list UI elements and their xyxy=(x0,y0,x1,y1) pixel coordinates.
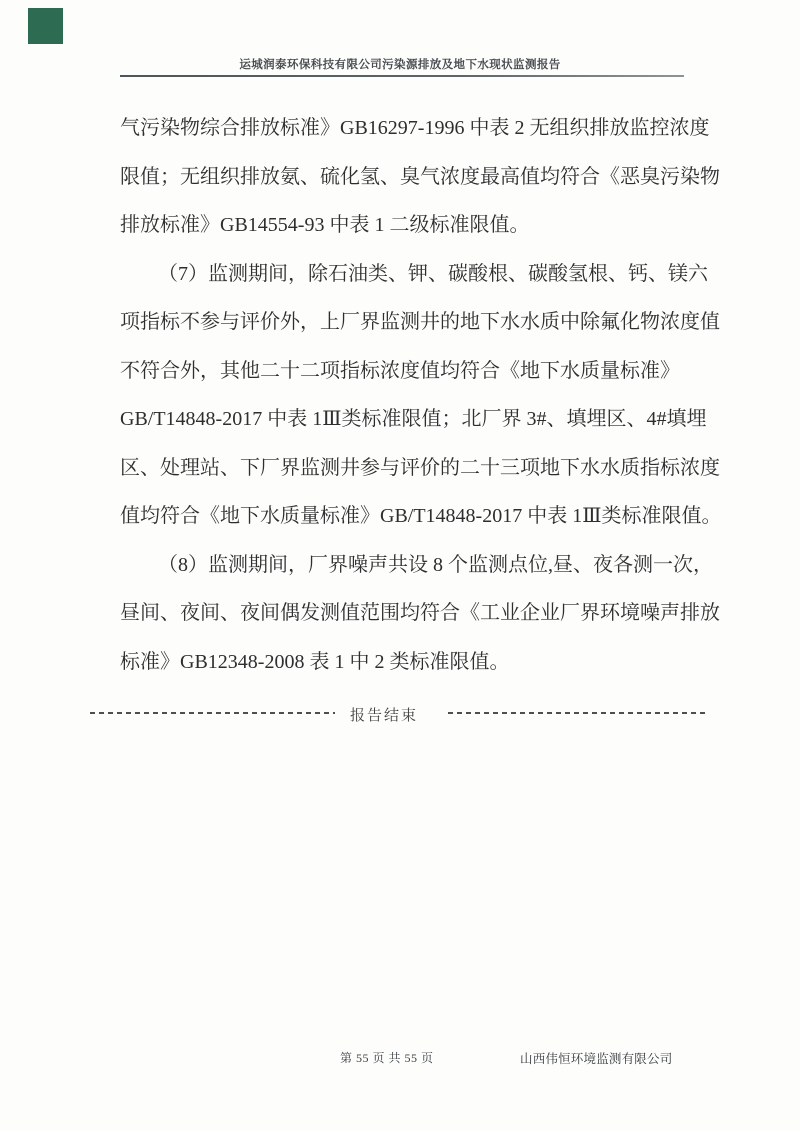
body-line: 值均符合《地下水质量标准》GB/T14848-2017 中表 1Ⅲ类标准限值。 xyxy=(120,505,722,527)
body-line: 排放标准》GB14554-93 中表 1 二级标准限值。 xyxy=(120,214,530,236)
report-body xyxy=(120,104,722,686)
footer-company-name: 山西伟恒环境监测有限公司 xyxy=(520,1052,673,1066)
end-divider-dash-right xyxy=(448,712,707,714)
body-line: （8）监测期间，厂界噪声共设 8 个监测点位,昼、夜各测一次， xyxy=(158,553,713,576)
body-line: GB/T14848-2017 中表 1Ⅲ类标准限值；北厂界 3#、填埋区、4#填埋 xyxy=(120,408,707,430)
body-line: 标准》GB12348-2008 表 1 中 2 类标准限值。 xyxy=(120,650,510,673)
body-line: 不符合外，其他二十二项指标浓度值均符合《地下水质量标准》 xyxy=(120,359,680,382)
body-line: 气污染物综合排放标准》GB16297-1996 中表 2 无组织排放监控浓度 xyxy=(120,117,710,139)
running-header-title: 运城润泰环保科技有限公司污染源排放及地下水现状监测报告 xyxy=(239,59,561,71)
body-line: 项指标不参与评价外，上厂界监测井的地下水水质中除氟化物浓度值 xyxy=(120,311,720,333)
body-line: （7）监测期间，除石油类、钾、碳酸根、碳酸氢根、钙、镁六 xyxy=(158,262,708,285)
body-line: 昼间、夜间、夜间偶发测值范围均符合《工业企业厂界环境噪声排放 xyxy=(120,602,720,624)
end-divider-dash-left xyxy=(90,712,335,714)
green-corner-mark xyxy=(28,8,63,44)
body-line: 区、处理站、下厂界监测井参与评价的二十三项地下水水质指标浓度 xyxy=(120,456,720,479)
body-line: 限值；无组织排放氨、硫化氢、臭气浓度最高值均符合《恶臭污染物 xyxy=(120,165,720,188)
header-rule xyxy=(120,75,684,77)
footer-page-number: 第 55 页 共 55 页 xyxy=(340,1051,434,1065)
end-of-report-label: 报告结束 xyxy=(350,708,419,724)
